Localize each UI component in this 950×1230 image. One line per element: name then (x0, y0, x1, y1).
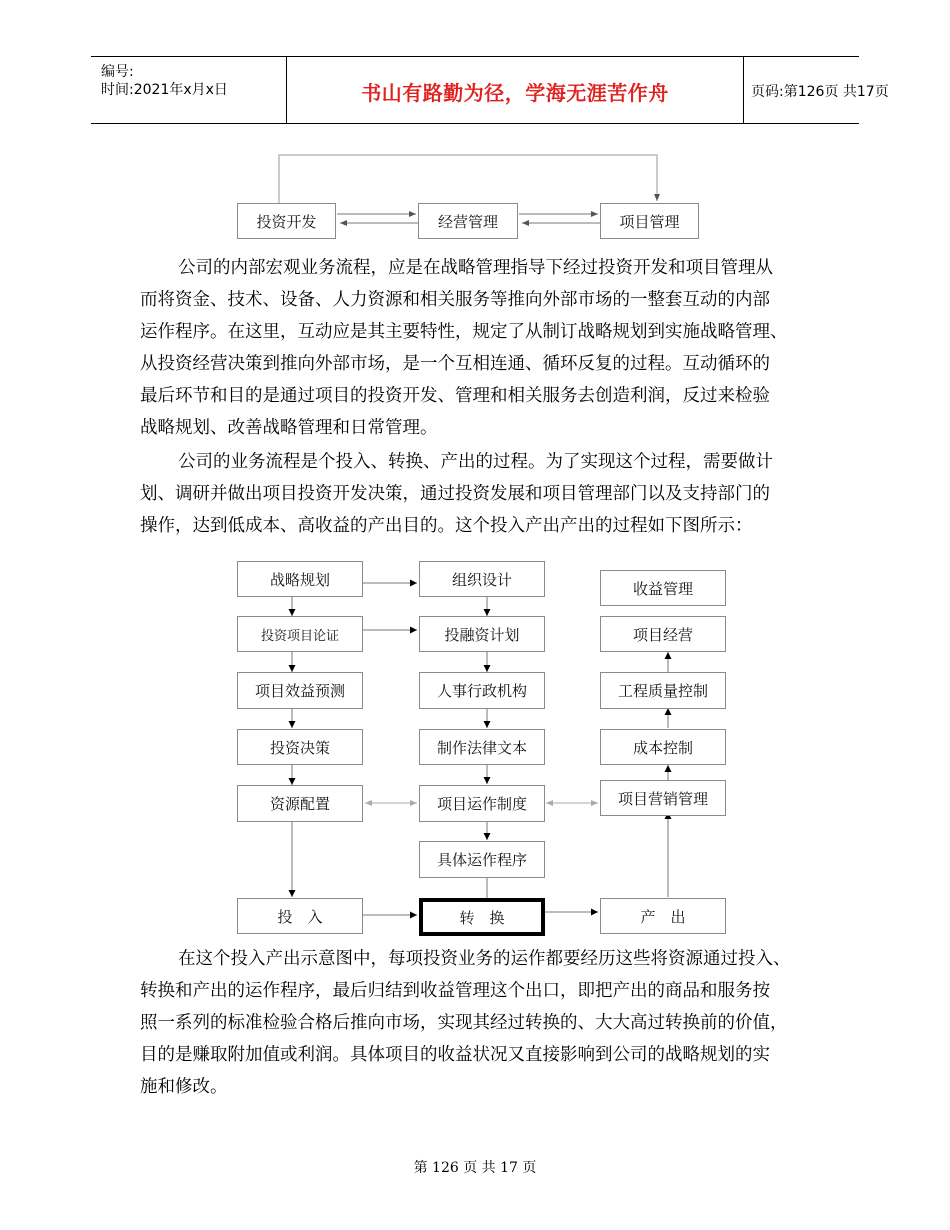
paragraph-line: 战略规划、改善战略管理和日常管理。 (140, 418, 438, 438)
box-hr-admin: 人事行政机构 (419, 672, 545, 709)
box-marketing-management: 项目营销管理 (600, 780, 726, 816)
box-resource-allocation: 资源配置 (237, 785, 363, 822)
box-input: 投 入 (237, 898, 363, 934)
paragraph-line: 而将资金、技术、设备、人力资源和相关服务等推向外部市场的一整套互动的内部 (140, 290, 770, 310)
paragraph-line: 在这个投入产出示意图中，每项投资业务的运作都要经历这些将资源通过投入、 (178, 949, 791, 969)
paragraph-line: 施和修改。 (140, 1077, 228, 1097)
paragraph-line: 划、调研并做出项目投资开发决策，通过投资发展和项目管理部门以及支持部门的 (140, 484, 770, 504)
box-project-operation: 项目经营 (600, 616, 726, 652)
paragraph-3 (140, 943, 830, 1103)
paragraph-line: 从投资经营决策到推向外部市场，是一个互相连通、循环反复的过程。互动循环的 (140, 354, 770, 374)
header-page-label: 页码:第126页 共17页 (751, 84, 889, 100)
box-project-management: 项目管理 (600, 203, 699, 239)
box-investment-development: 投资开发 (237, 203, 336, 239)
box-strategic-planning: 战略规划 (237, 561, 363, 597)
paragraph-line: 运作程序。在这里，互动应是其主要特性，规定了从制订战略规划到实施战略管理、 (140, 322, 788, 342)
paragraph-line: 最后环节和目的是通过项目的投资开发、管理和相关服务去创造利润，反过来检验 (140, 386, 770, 406)
header-motto: 书山有路勤为径，学海无涯苦作舟 (361, 81, 669, 105)
box-operation-management: 经营管理 (418, 203, 518, 239)
paragraph-line: 转换和产出的运作程序，最后归结到收益管理这个出口，即把产出的商品和服务按 (140, 981, 770, 1001)
box-organization-design: 组织设计 (419, 561, 545, 597)
box-legal-documents: 制作法律文本 (419, 729, 545, 765)
paragraph-line: 目的是赚取附加值或利润。具体项目的收益状况又直接影响到公司的战略规划的实 (140, 1045, 770, 1065)
box-revenue-management: 收益管理 (600, 570, 726, 606)
number-label: 编号: (101, 64, 134, 80)
box-project-feasibility: 投资项目论证 (237, 616, 363, 652)
paragraph-line: 操作，达到低成本、高收益的产出目的。这个投入产出产出的过程如下图所示： (140, 516, 753, 536)
paragraph-line: 照一系列的标准检验合格后推向市场，实现其经过转换的、大大高过转换前的价值， (140, 1013, 788, 1033)
box-operation-procedure: 具体运作程序 (419, 841, 545, 878)
time-label: 时间:2021年x月x日 (101, 82, 228, 98)
page-footer: 第 126 页 共 17 页 (413, 1160, 537, 1176)
paragraph-line: 公司的内部宏观业务流程，应是在战略管理指导下经过投资开发和项目管理从 (178, 258, 773, 278)
box-cost-control: 成本控制 (600, 729, 726, 765)
paragraph-line: 公司的业务流程是个投入、转换、产出的过程。为了实现这个过程，需要做计 (178, 452, 773, 472)
box-quality-control: 工程质量控制 (600, 672, 726, 709)
box-financing-plan: 投融资计划 (419, 616, 545, 652)
box-investment-decision: 投资决策 (237, 729, 363, 765)
box-output: 产 出 (600, 898, 726, 934)
box-benefit-forecast: 项目效益预测 (237, 672, 363, 709)
box-transform: 转 换 (419, 898, 545, 936)
box-operation-rules: 项目运作制度 (419, 785, 545, 822)
